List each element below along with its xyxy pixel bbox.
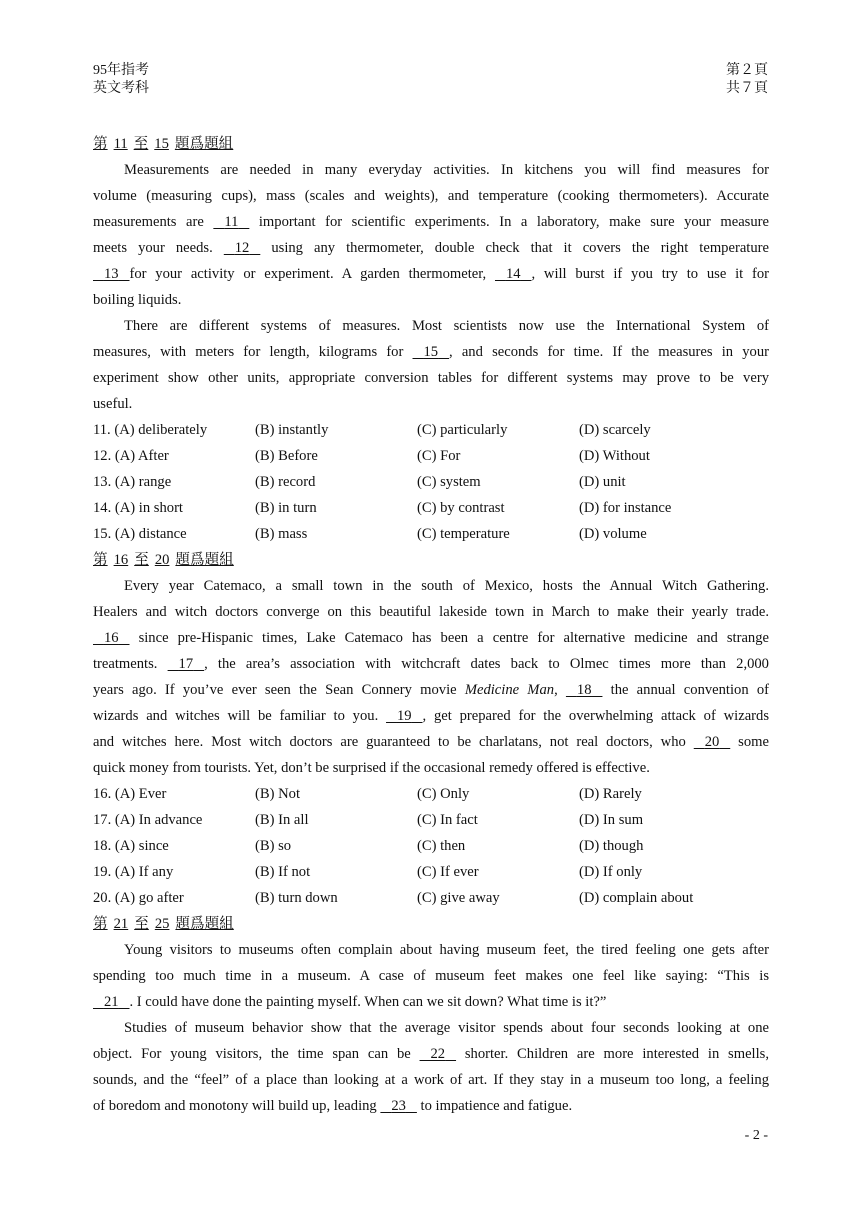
option-a[interactable]: 11. (A) deliberately [93, 422, 208, 438]
answer-blank: 22 [430, 1046, 446, 1062]
header-left [93, 62, 149, 98]
answer-blank: 19 [396, 708, 412, 724]
option-a[interactable]: 14. (A) in short [93, 500, 183, 516]
page-indicator: 第２頁 [726, 63, 768, 78]
option-a[interactable]: 18. (A) since [93, 838, 169, 854]
exam-content [93, 131, 769, 1119]
option-c[interactable]: (C) For [417, 448, 461, 464]
option-b[interactable]: (B) instantly [255, 422, 329, 438]
passage-line: wizards and witches will be familiar to you. 19 , get prepared for the overwhelming attack of wizards [93, 703, 769, 729]
option-row [93, 807, 769, 833]
option-b[interactable]: (B) Before [255, 448, 318, 464]
passage-line: 16 since pre-Hispanic times, Lake Catemaco has been a centre for alternative medicine and strange [93, 625, 769, 651]
option-a[interactable]: 16. (A) Ever [93, 786, 167, 802]
option-a[interactable]: 20. (A) go after [93, 890, 184, 906]
passage-line: meets your needs. 12 using any thermometer, double check that it covers the right temperature [93, 235, 769, 261]
passage-line: of boredom and monotony will build up, leading 23 to impatience and fatigue. [93, 1093, 769, 1119]
passage-line: Healers and witch doctors converge on this beautiful lakeside town in March to make their yearly trade. [93, 604, 769, 620]
option-row [93, 443, 769, 469]
option-d[interactable]: (D) for instance [579, 500, 672, 516]
option-a[interactable]: 12. (A) After [93, 448, 169, 464]
option-c[interactable]: (C) Only [417, 786, 470, 802]
passage-line: quick money from tourists. Yet, don’t be surprised if the occasional remedy offered is effective. [93, 760, 650, 776]
option-d[interactable]: (D) Without [579, 448, 650, 464]
option-d[interactable]: (D) unit [579, 474, 626, 490]
option-c[interactable]: (C) If ever [417, 864, 479, 880]
answer-blank: 23 [391, 1098, 406, 1114]
passage-line: There are different systems of measures. Most scientists now use the International System of [124, 318, 769, 334]
option-d[interactable]: (D) volume [579, 526, 647, 542]
group-title: 第 21 至 25 題爲題組 [93, 916, 234, 932]
answer-blank: 17 [178, 656, 194, 672]
exam-subject-label: 英文考科 [93, 81, 149, 96]
option-a[interactable]: 13. (A) range [93, 474, 172, 490]
option-b[interactable]: (B) Not [255, 786, 300, 802]
answer-blank: 13 [103, 266, 119, 282]
option-row [93, 833, 769, 859]
exam-year-label: 95年指考 [93, 63, 149, 78]
answer-blank: 16 [103, 630, 119, 646]
passage-line: volume (measuring cups), mass (scales and weights), and temperature (cooking thermometers). Accurate [93, 188, 769, 204]
option-d[interactable]: (D) complain about [579, 890, 694, 906]
option-d[interactable]: (D) scarcely [579, 422, 651, 438]
option-b[interactable]: (B) so [255, 838, 292, 854]
option-row [93, 469, 769, 495]
option-b[interactable]: (B) in turn [255, 500, 317, 516]
option-c[interactable]: (C) give away [417, 890, 500, 906]
option-b[interactable]: (B) If not [255, 864, 311, 880]
option-row [93, 495, 769, 521]
passage-line: useful. [93, 396, 133, 412]
group-title: 第 11 至 15 題爲題組 [93, 136, 234, 152]
option-c[interactable]: (C) temperature [417, 526, 510, 542]
passage-line: Young visitors to museums often complain about having museum feet, the tired feeling one gets after [124, 942, 769, 958]
passage-line: sounds, and the “feel” of a place than looking at a work of art. If they stay in a museum too long, a feeling [93, 1072, 769, 1088]
passage-line: 13 for your activity or experiment. A garden thermometer, 14 , will burst if you try to use it for [93, 261, 769, 287]
page-number: - 2 - [744, 1128, 768, 1143]
answer-blank: 15 [423, 344, 439, 360]
option-row [93, 781, 769, 807]
answer-blank: 14 [505, 266, 521, 282]
passage-line: spending too much time in a museum. A case of museum feet makes one feel like saying: “This is [93, 968, 769, 984]
option-c[interactable]: (C) particularly [417, 422, 508, 438]
answer-blank: 12 [234, 240, 250, 256]
option-d[interactable]: (D) Rarely [579, 786, 642, 802]
passage-line: 21 . I could have done the painting myself. When can we sit down? What time is it?” [93, 989, 769, 1015]
answer-blank: 18 [576, 682, 592, 698]
option-a[interactable]: 15. (A) distance [93, 526, 187, 542]
option-row [93, 885, 769, 911]
passage-line: treatments. 17 , the area’s association with witchcraft dates back to Olmec times more than 2,000 [93, 651, 769, 677]
answer-blank: 21 [103, 994, 119, 1010]
option-row [93, 417, 769, 443]
option-a[interactable]: 17. (A) In advance [93, 812, 203, 828]
option-d[interactable]: (D) In sum [579, 812, 644, 828]
option-row [93, 521, 769, 547]
passage-line: and witches here. Most witch doctors are guaranteed to be charlatans, not real doctors, who 20 some [93, 729, 769, 755]
option-row [93, 859, 769, 885]
option-b[interactable]: (B) mass [255, 526, 308, 542]
passage-line: measures, with meters for length, kilograms for 15 , and seconds for time. If the measures in your [93, 339, 769, 365]
option-c[interactable]: (C) system [417, 474, 481, 490]
option-d[interactable]: (D) If only [579, 864, 643, 880]
passage-line: boiling liquids. [93, 292, 182, 308]
total-pages-indicator: 共７頁 [726, 81, 768, 96]
passage-line: Studies of museum behavior show that the average visitor spends about four seconds looking at one [124, 1020, 769, 1036]
passage-line: object. For young visitors, the time span can be 22 shorter. Children are more interested in smells, [93, 1041, 769, 1067]
option-d[interactable]: (D) though [579, 838, 644, 854]
option-c[interactable]: (C) In fact [417, 812, 478, 828]
movie-title: Medicine Man [464, 682, 555, 698]
option-c[interactable]: (C) by contrast [417, 500, 505, 516]
header-right [726, 62, 768, 98]
option-a[interactable]: 19. (A) If any [93, 864, 174, 880]
passage-line: experiment show other units, appropriate conversion tables for different systems may prove to be very [93, 370, 769, 386]
option-c[interactable]: (C) then [417, 838, 466, 854]
group-title: 第 16 至 20 題爲題組 [93, 552, 234, 568]
option-b[interactable]: (B) record [255, 474, 316, 490]
answer-blank: 11 [224, 214, 239, 230]
passage-line: measurements are 11 important for scientific experiments. In a laboratory, make sure your measure [93, 209, 769, 235]
passage-line: Every year Catemaco, a small town in the south of Mexico, hosts the Annual Witch Gathering. [124, 578, 769, 594]
option-b[interactable]: (B) turn down [255, 890, 338, 906]
passage-line: years ago. If you’ve ever seen the Sean Connery movie Medicine Man, 18 the annual convention of [93, 677, 769, 703]
passage-line: Measurements are needed in many everyday activities. In kitchens you will find measures for [124, 162, 769, 178]
answer-blank: 20 [704, 734, 720, 750]
option-b[interactable]: (B) In all [255, 812, 309, 828]
